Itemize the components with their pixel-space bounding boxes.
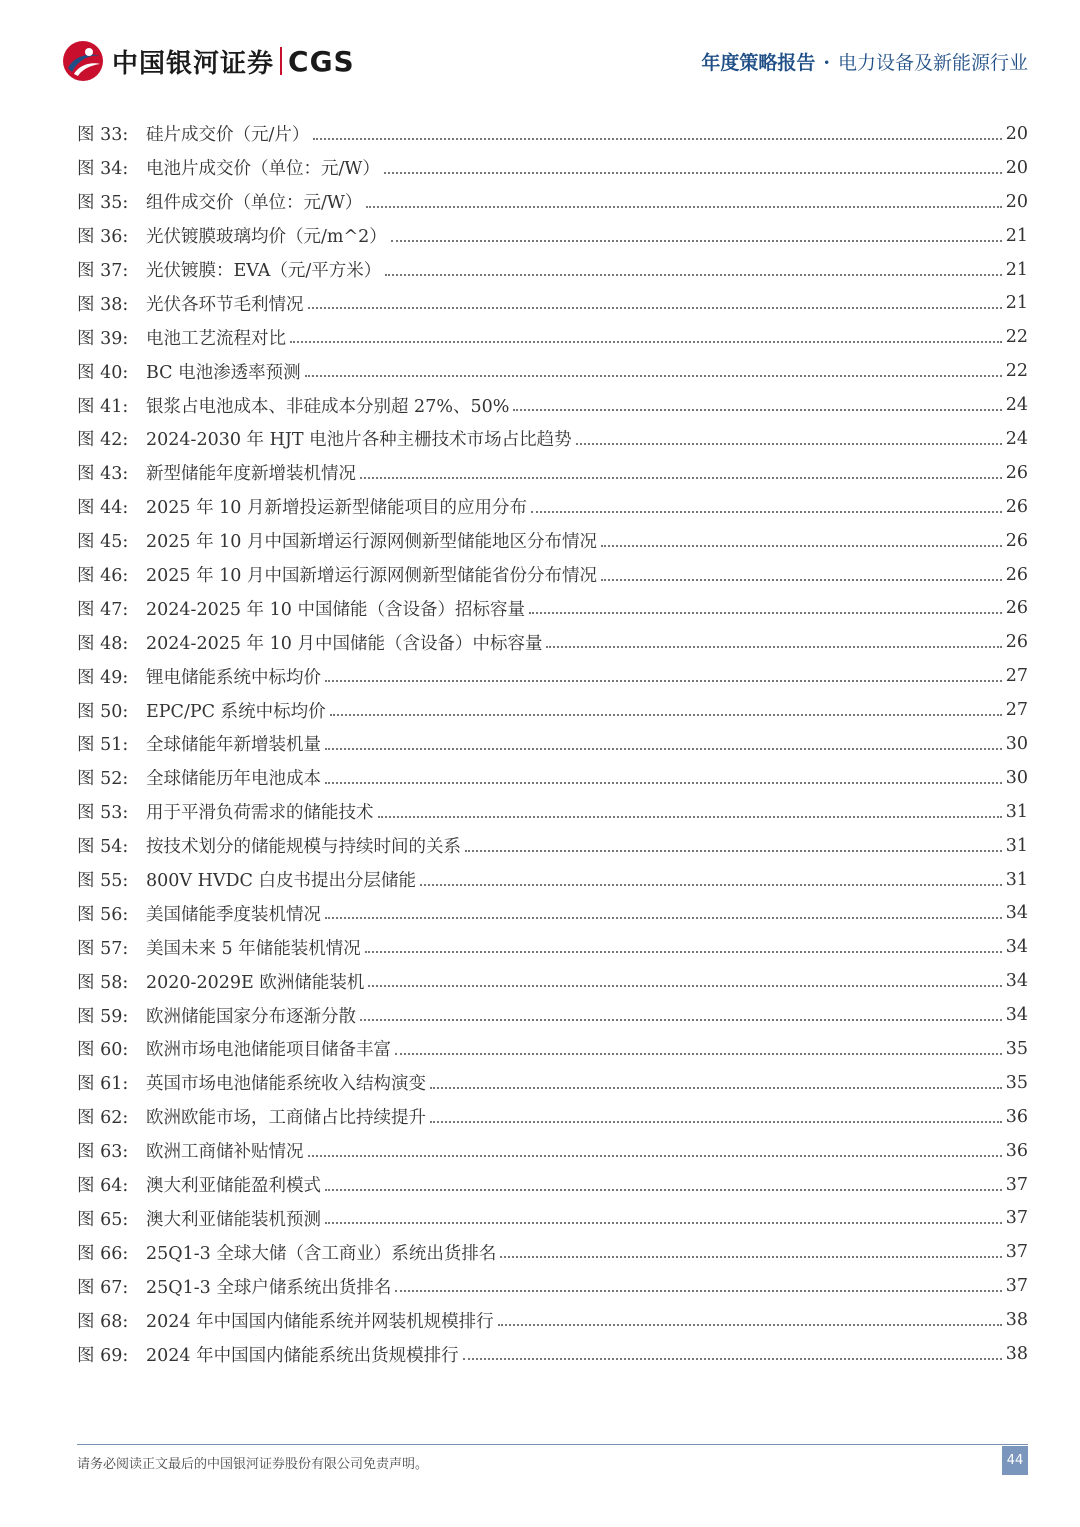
toc-dot-leader	[430, 1121, 1002, 1123]
toc-figure-title: 25Q1-3 全球户储系统出货排名	[146, 1277, 392, 1298]
toc-figure-title: 2025 年 10 月新增投运新型储能项目的应用分布	[146, 498, 527, 519]
toc-dot-leader	[308, 307, 1002, 309]
toc-page-number: 20	[1005, 191, 1028, 212]
toc-figure-number: 图 49:	[77, 667, 129, 688]
toc-page-number: 37	[1005, 1242, 1028, 1263]
toc-figure-number: 图 52:	[77, 769, 129, 790]
toc-page-number: 22	[1005, 361, 1028, 382]
toc-page-number: 31	[1005, 801, 1028, 822]
toc-figure-number: 图 54:	[77, 837, 129, 858]
toc-dot-leader	[546, 646, 1001, 648]
toc-page-number: 34	[1005, 971, 1028, 992]
cgs-logo	[60, 38, 355, 84]
toc-figure-number: 图 47:	[77, 599, 129, 620]
toc-page-number: 26	[1005, 462, 1028, 483]
toc-figure-title: 美国未来 5 年储能装机情况	[146, 938, 361, 959]
toc-page-number: 36	[1005, 1140, 1028, 1161]
toc-figure-title: 澳大利亚储能盈利模式	[146, 1176, 321, 1197]
toc-figure-title: 欧洲欧能市场，工商储占比持续提升	[146, 1108, 426, 1129]
toc-figure-title: 美国储能季度装机情况	[146, 904, 321, 925]
toc-figure-number: 图 65:	[77, 1209, 129, 1230]
toc-row[interactable]	[77, 524, 1028, 558]
toc-figure-title: EPC/PC 系统中标均价	[146, 701, 326, 722]
toc-page-number: 22	[1005, 327, 1028, 348]
toc-page-number: 30	[1005, 767, 1028, 788]
toc-page-number: 34	[1005, 1005, 1028, 1026]
report-industry: 电力设备及新能源行业	[837, 52, 1028, 74]
toc-figure-number: 图 67:	[77, 1277, 129, 1298]
toc-row[interactable]	[77, 727, 1028, 761]
toc-figure-title: 25Q1-3 全球大储（含工商业）系统出货排名	[146, 1243, 497, 1264]
toc-page-number: 24	[1005, 428, 1028, 449]
toc-dot-leader	[430, 1087, 1002, 1089]
toc-figure-number: 图 57:	[77, 938, 129, 959]
toc-row[interactable]	[77, 490, 1028, 524]
toc-page-number: 26	[1005, 598, 1028, 619]
toc-row[interactable]	[77, 422, 1028, 456]
toc-row[interactable]	[77, 1303, 1028, 1337]
toc-dot-leader	[498, 1324, 1002, 1326]
toc-figure-title: 2024 年中国国内储能系统并网装机规模排行	[146, 1311, 494, 1332]
toc-row[interactable]	[77, 1337, 1028, 1371]
toc-page-number: 26	[1005, 530, 1028, 551]
toc-row[interactable]	[77, 320, 1028, 354]
toc-row[interactable]	[77, 1202, 1028, 1236]
toc-page-number: 36	[1005, 1106, 1028, 1127]
toc-dot-leader	[360, 477, 1002, 479]
toc-row[interactable]	[77, 659, 1028, 693]
toc-row[interactable]	[77, 456, 1028, 490]
report-type: 年度策略报告	[701, 52, 816, 74]
toc-figure-title: 2024-2030 年 HJT 电池片各种主栅技术市场占比趋势	[146, 430, 572, 451]
toc-figure-number: 图 66:	[77, 1243, 129, 1264]
toc-row[interactable]	[77, 1066, 1028, 1100]
toc-page-number: 26	[1005, 564, 1028, 585]
toc-dot-leader	[305, 375, 1002, 377]
toc-figure-number: 图 36:	[77, 227, 129, 248]
toc-dot-leader	[290, 341, 1002, 343]
toc-page-number: 26	[1005, 496, 1028, 517]
toc-figure-title: 2020-2029E 欧洲储能装机	[146, 972, 365, 993]
toc-figure-number: 图 45:	[77, 532, 129, 553]
logo-chinese-name: 中国银河证券	[112, 48, 275, 79]
page-number-badge: 44	[1002, 1446, 1028, 1475]
toc-row[interactable]	[77, 693, 1028, 727]
toc-figure-number: 图 34:	[77, 159, 129, 180]
toc-dot-leader	[325, 782, 1002, 784]
toc-figure-title: 硅片成交价（元/片）	[146, 125, 310, 146]
toc-figure-title: 2024 年中国国内储能系统出货规模排行	[146, 1345, 459, 1366]
toc-dot-leader	[531, 511, 1002, 513]
toc-figure-number: 图 43:	[77, 464, 129, 485]
header-separator: ·	[823, 52, 830, 74]
toc-row[interactable]	[77, 286, 1028, 320]
toc-page-number: 35	[1005, 1038, 1028, 1059]
toc-figure-number: 图 56:	[77, 904, 129, 925]
toc-page-number: 21	[1005, 259, 1028, 280]
toc-page-number: 21	[1005, 293, 1028, 314]
toc-row[interactable]	[77, 998, 1028, 1032]
toc-page-number: 21	[1005, 225, 1028, 246]
footer-divider	[77, 1444, 1028, 1445]
toc-dot-leader	[366, 206, 1001, 208]
toc-figure-number: 图 62:	[77, 1108, 129, 1129]
toc-row[interactable]	[77, 761, 1028, 795]
toc-figure-title: 电池片成交价（单位：元/W）	[146, 159, 380, 180]
toc-figure-number: 图 46:	[77, 566, 129, 587]
toc-page-number: 27	[1005, 700, 1028, 721]
toc-row[interactable]	[77, 1100, 1028, 1134]
toc-dot-leader	[385, 274, 1001, 276]
toc-dot-leader	[420, 884, 1002, 886]
toc-row[interactable]	[77, 354, 1028, 388]
toc-page-number: 38	[1005, 1310, 1028, 1331]
toc-row[interactable]	[77, 930, 1028, 964]
toc-dot-leader	[325, 680, 1002, 682]
toc-row[interactable]	[77, 1235, 1028, 1269]
toc-row[interactable]	[77, 896, 1028, 930]
toc-row[interactable]	[77, 1032, 1028, 1066]
logo-english-name: CGS	[288, 44, 355, 78]
toc-row[interactable]	[77, 829, 1028, 863]
toc-row[interactable]	[77, 1168, 1028, 1202]
toc-figure-title: 欧洲工商储补贴情况	[146, 1142, 304, 1163]
toc-figure-title: 新型储能年度新增装机情况	[146, 464, 356, 485]
toc-dot-leader	[330, 714, 1002, 716]
toc-figure-title: 2024-2025 年 10 中国储能（含设备）招标容量	[146, 599, 525, 620]
toc-page-number: 27	[1005, 666, 1028, 687]
toc-figure-title: 用于平滑负荷需求的储能技术	[146, 803, 374, 824]
toc-figure-title: 2025 年 10 月中国新增运行源网侧新型储能省份分布情况	[146, 566, 597, 587]
toc-figure-title: 银浆占电池成本、非硅成本分别超 27%、50%	[146, 396, 510, 417]
toc-page-number: 34	[1005, 937, 1028, 958]
toc-row[interactable]	[77, 1134, 1028, 1168]
toc-page-number: 31	[1005, 835, 1028, 856]
toc-dot-leader	[601, 579, 1002, 581]
toc-page-number: 37	[1005, 1174, 1028, 1195]
cgs-logo-mark-icon	[60, 38, 106, 84]
toc-figure-title: 组件成交价（单位：元/W）	[146, 193, 363, 214]
toc-figure-number: 图 37:	[77, 261, 129, 281]
toc-dot-leader	[325, 917, 1002, 919]
toc-dot-leader	[465, 850, 1002, 852]
toc-figure-title: 按技术划分的储能规模与持续时间的关系	[146, 837, 461, 858]
toc-row[interactable]	[77, 185, 1028, 219]
toc-figure-number: 图 69:	[77, 1345, 129, 1366]
toc-page-number: 37	[1005, 1208, 1028, 1229]
toc-page-number: 31	[1005, 869, 1028, 890]
toc-row[interactable]	[77, 558, 1028, 592]
toc-figure-title: 欧洲储能国家分布逐渐分散	[146, 1006, 356, 1027]
toc-figure-number: 图 41:	[77, 396, 129, 417]
toc-page-number: 20	[1005, 123, 1028, 144]
toc-figure-number: 图 33:	[77, 125, 129, 146]
toc-dot-leader	[601, 545, 1002, 547]
toc-figure-number: 图 68:	[77, 1311, 129, 1332]
toc-dot-leader	[308, 1155, 1002, 1157]
toc-row[interactable]	[77, 388, 1028, 422]
toc-figure-title: 全球储能历年电池成本	[146, 769, 321, 790]
toc-page-number: 38	[1005, 1344, 1028, 1364]
toc-dot-leader	[500, 1256, 1001, 1258]
toc-dot-leader	[529, 612, 1002, 614]
toc-figure-number: 图 44:	[77, 498, 129, 519]
toc-row[interactable]	[77, 1269, 1028, 1303]
figure-list	[77, 117, 1028, 1371]
toc-page-number: 34	[1005, 903, 1028, 924]
toc-dot-leader	[325, 1189, 1002, 1191]
toc-row[interactable]	[77, 964, 1028, 998]
toc-figure-title: 欧洲市场电池储能项目储备丰富	[146, 1040, 391, 1061]
toc-dot-leader	[395, 1053, 1002, 1055]
toc-dot-leader	[325, 748, 1002, 750]
toc-dot-leader	[378, 816, 1002, 818]
toc-dot-leader	[360, 1019, 1002, 1021]
footer-disclaimer: 请务必阅读正文最后的中国银河证券股份有限公司免责声明。	[77, 1457, 429, 1472]
toc-figure-number: 图 63:	[77, 1142, 129, 1163]
toc-row[interactable]	[77, 253, 1028, 287]
toc-figure-title: 2024-2025 年 10 月中国储能（含设备）中标容量	[146, 633, 543, 654]
toc-dot-leader	[395, 1290, 1001, 1292]
toc-dot-leader	[513, 409, 1001, 411]
toc-figure-title: 800V HVDC 白皮书提出分层储能	[146, 871, 416, 892]
toc-figure-number: 图 59:	[77, 1006, 129, 1027]
toc-dot-leader	[463, 1358, 1002, 1360]
toc-page-number: 26	[1005, 632, 1028, 653]
toc-figure-number: 图 58:	[77, 972, 129, 993]
toc-page-number: 35	[1005, 1072, 1028, 1093]
toc-figure-title: 光伏镀膜：EVA（元/平方米）	[146, 261, 382, 281]
toc-dot-leader	[365, 951, 1002, 953]
toc-figure-title: BC 电池渗透率预测	[146, 362, 301, 383]
toc-figure-number: 图 50:	[77, 701, 129, 722]
toc-row[interactable]	[77, 863, 1028, 897]
toc-figure-number: 图 64:	[77, 1176, 129, 1197]
toc-dot-leader	[576, 443, 1002, 445]
toc-row[interactable]	[77, 625, 1028, 659]
toc-figure-number: 图 40:	[77, 362, 129, 383]
toc-figure-number: 图 38:	[77, 294, 129, 315]
toc-figure-number: 图 53:	[77, 803, 129, 824]
toc-figure-title: 全球储能年新增装机量	[146, 735, 321, 756]
toc-row[interactable]	[77, 117, 1028, 151]
toc-dot-leader	[368, 985, 1001, 987]
toc-row[interactable]	[77, 795, 1028, 829]
toc-dot-leader	[313, 138, 1001, 140]
toc-row[interactable]	[77, 591, 1028, 625]
toc-page-number: 30	[1005, 733, 1028, 754]
toc-figure-number: 图 42:	[77, 430, 129, 451]
toc-figure-number: 图 61:	[77, 1074, 129, 1095]
toc-dot-leader	[384, 172, 1002, 174]
toc-page-number: 24	[1005, 395, 1028, 416]
toc-figure-title: 2025 年 10 月中国新增运行源网侧新型储能地区分布情况	[146, 532, 597, 553]
toc-figure-number: 图 48:	[77, 633, 129, 654]
toc-figure-title: 电池工艺流程对比	[146, 328, 286, 349]
toc-row[interactable]	[77, 151, 1028, 185]
toc-row[interactable]	[77, 219, 1028, 253]
report-header-title	[701, 48, 1028, 75]
page-header	[0, 0, 1080, 100]
toc-figure-title: 光伏镀膜玻璃均价（元/m^2）	[146, 227, 387, 248]
logo-divider	[280, 47, 282, 75]
toc-figure-number: 图 51:	[77, 735, 129, 756]
toc-dot-leader	[391, 240, 1002, 242]
toc-page-number: 20	[1005, 157, 1028, 178]
toc-page-number: 37	[1005, 1276, 1028, 1297]
toc-figure-title: 光伏各环节毛利情况	[146, 294, 304, 315]
toc-figure-number: 图 35:	[77, 193, 129, 214]
toc-figure-number: 图 39:	[77, 328, 129, 349]
toc-figure-number: 图 60:	[77, 1040, 129, 1061]
toc-figure-title: 英国市场电池储能系统收入结构演变	[146, 1074, 426, 1095]
toc-dot-leader	[325, 1222, 1002, 1224]
toc-figure-title: 锂电储能系统中标均价	[146, 667, 321, 688]
toc-figure-title: 澳大利亚储能装机预测	[146, 1209, 321, 1230]
toc-figure-number: 图 55:	[77, 871, 129, 892]
